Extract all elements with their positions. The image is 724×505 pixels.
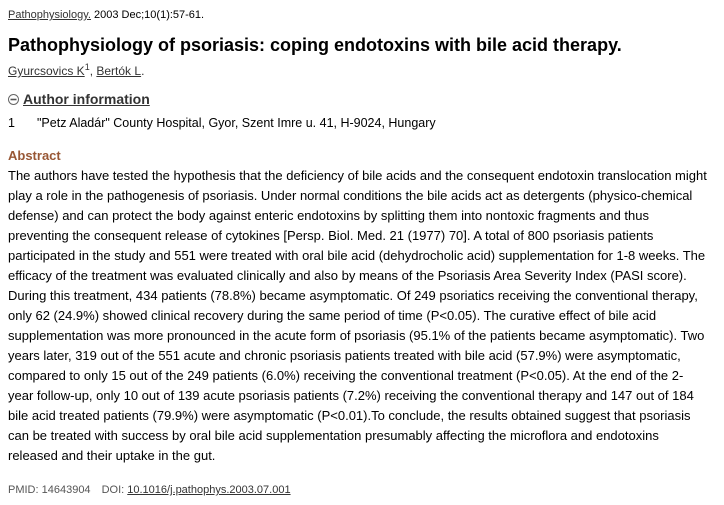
article-footer xyxy=(8,483,291,497)
affiliation-marker: 1 xyxy=(84,62,90,72)
author-link[interactable]: Gyurcsovics K xyxy=(8,64,85,78)
journal-link[interactable]: Pathophysiology. xyxy=(8,9,91,21)
author-list-end: . xyxy=(141,64,145,78)
pmid: PMID: 14643904 xyxy=(8,484,91,496)
abstract-heading: Abstract xyxy=(8,148,61,163)
affiliation-text: "Petz Aladár" County Hospital, Gyor, Szent Imre u. 41, H-9024, Hungary xyxy=(37,116,436,130)
author-information-toggle[interactable] xyxy=(8,90,714,108)
author-separator: , xyxy=(89,64,97,78)
affiliation-number: 1 xyxy=(8,116,15,130)
doi-label: DOI: xyxy=(101,484,125,496)
citation-details: 2003 Dec;10(1):57-61. xyxy=(94,9,205,21)
author-link[interactable]: Bertók L xyxy=(96,64,142,78)
abstract-text: The authors have tested the hypothesis that the deficiency of bile acids and the consequent endotoxin translocation might play a role in the pathogenesis of psoriasis. Under normal conditions the bile acids act as detergents (physico-chemical defense) and can protect the body against enteric endotoxins by splitting them into nontoxic fragments and thus preventing the consequent release of cytokines [Persp. Biol. Med. 21 (1977) 70]. A total of 800 psoriasis patients participated in the study and 551 were treated with oral bile acid (dehydrocholic acid) supplementation for 1-8 weeks. The efficacy of the treatment was evaluated clinically and also by means of the Psoriasis Area Severity Index (PASI score). During this treatment, 434 patients (78.8%) became asymptomatic. Of 249 psoriatics receiving the conventional therapy, only 62 (24.9%) showed clinical recovery during the same period of time (P<0.05). The curative effect of bile acid supplementation was more pronounced in the acute form of psoriasis (95.1% of the patients became asymptomatic). Two years later, 319 out of the 551 acute and chronic psoriasis patients treated with bile acid (57.9%) were asymptomatic, compared to only 15 out of the 249 patients (6.0%) receiving the conventional treatment (P<0.05). At the end of the 2-year follow-up, only 10 out of 139 acute psoriasis patients (7.2%) receiving the conventional therapy and 147 out of 184 bile acid treated patients (79.9%) were asymptomatic (P<0.01).To conclude, the results obtained suggest that psoriasis can be treated with success by oral bile acid supplementation presumably affecting the microflora and endotoxins released and their uptake in the gut. xyxy=(8,168,707,463)
article-title: Pathophysiology of psoriasis: coping endotoxins with bile acid therapy. xyxy=(8,35,622,55)
doi-link[interactable]: 10.1016/j.pathophys.2003.07.001 xyxy=(127,484,291,496)
minus-icon[interactable] xyxy=(8,94,19,105)
author-information-label[interactable]: Author information xyxy=(23,91,150,107)
article-container xyxy=(8,7,714,466)
citation xyxy=(8,7,714,23)
affiliation-item xyxy=(8,115,714,131)
author-list xyxy=(8,63,714,79)
